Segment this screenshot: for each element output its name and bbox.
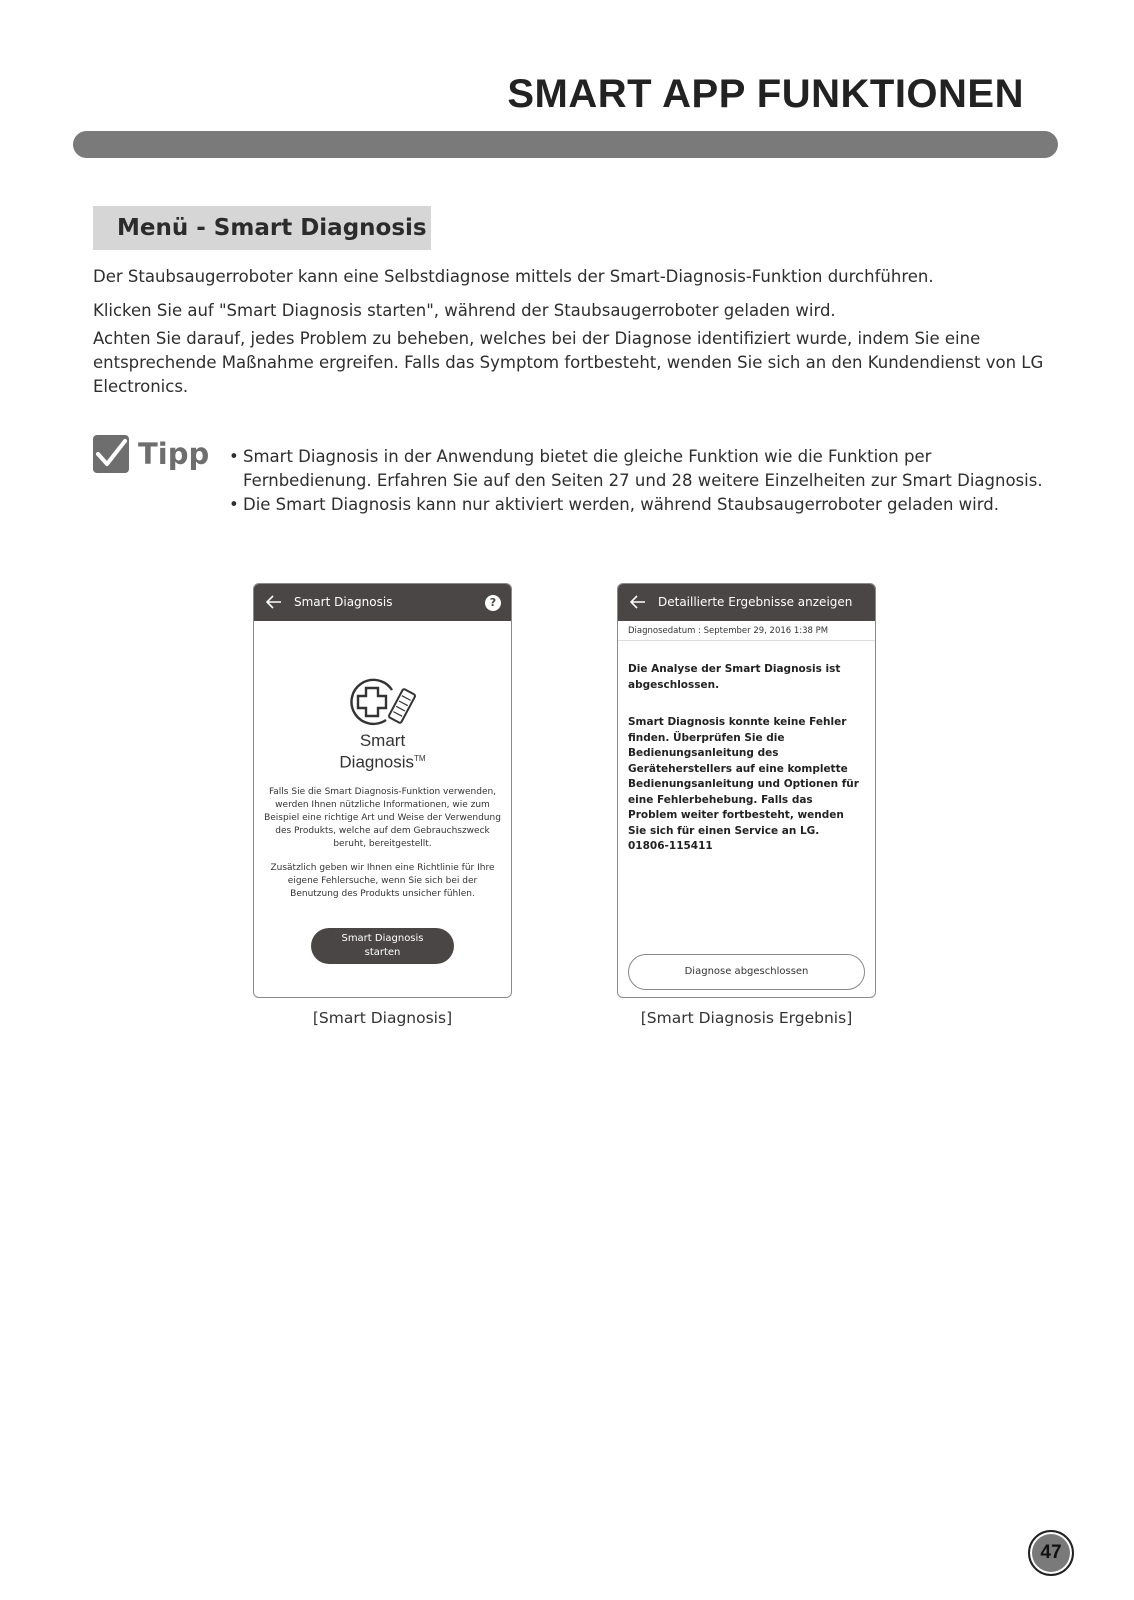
screen-caption-1: [Smart Diagnosis] (312, 1009, 453, 1027)
tip-label: Tipp (138, 437, 210, 471)
smart-diagnosis-screen (253, 583, 512, 998)
logo-text-smart: Smart (359, 731, 406, 750)
intro-paragraph-3: Achten Sie darauf, jedes Problem zu beheben, welches bei der Diagnose identifiziert wurde, indem Sie eine entsprechende Maßnahme ergreifen. Falls das Symptom fortbesteht, wenden Sie sich an den Kundendienst von LG Electronics. (93, 329, 1044, 396)
app-header (618, 584, 875, 621)
screen-description-2: Zusätzlich geben wir Ihnen eine Richtlinie für Ihre eigene Fehlersuche, wenn Sie sich bei der Benutzung des Produkts unsicher fühlen. (270, 863, 495, 899)
title-divider-bar (73, 131, 1058, 158)
start-button-line-2: starten (364, 947, 401, 958)
intro-paragraph-2: Klicken Sie auf "Smart Diagnosis starten", während der Staubsaugerroboter geladen wird. (93, 301, 836, 320)
screen-description-1: Falls Sie die Smart Diagnosis-Funktion verwenden, werden Ihnen nützliche Informationen, wie zum Beispiel eine richtige Art und Weise der Verwendung des Produkts, welche auf dem Gebrauchszweck beruht, bereitgestellt. (264, 787, 501, 849)
arrow-left-icon[interactable] (266, 595, 282, 609)
page-number: 47 (1028, 1530, 1074, 1576)
result-details: Smart Diagnosis konnte keine Fehler finden. Überprüfen Sie die Bedienungsanleitung des Geräteherstellers auf eine komplette Bedienungsanleitung und Optionen für eine Fehlerbehebung. Falls das Problem weiter fortbesteht, wenden Sie sich für einen Service an LG. 01806-115411 (628, 716, 859, 852)
app-header-title: Detaillierte Ergebnisse anzeigen (658, 595, 853, 609)
tip-item-1: • Smart Diagnosis in der Anwendung bietet die gleiche Funktion wie die Funktion per Fernbedienung. Erfahren Sie auf den Seiten 27 und 28 weitere Einzelheiten zur Smart Diagnosis. (229, 445, 1059, 493)
app-header-title: Smart Diagnosis (294, 595, 393, 609)
arrow-left-icon[interactable] (630, 595, 646, 609)
question-mark-icon[interactable]: ? (485, 595, 501, 611)
section-heading: Menü - Smart Diagnosis (93, 206, 431, 250)
tip-list (229, 445, 1059, 517)
tip-item-2: • Die Smart Diagnosis kann nur aktiviert werden, während Staubsaugerroboter geladen wird. (229, 493, 1059, 517)
logo-text-diagnosis (254, 750, 511, 772)
start-button-line-1: Smart Diagnosis (341, 933, 424, 944)
result-summary: Die Analyse der Smart Diagnosis ist abgeschlossen. (628, 663, 841, 691)
diagnosis-done-button[interactable]: Diagnose abgeschlossen (628, 954, 865, 990)
intro-paragraph-1: Der Staubsaugerroboter kann eine Selbstdiagnose mittels der Smart-Diagnosis-Funktion durchführen. (93, 267, 934, 286)
logo-text-diagnosis-word: Diagnosis (339, 752, 415, 772)
medical-cross-phone-icon (346, 676, 418, 732)
app-header (254, 584, 511, 621)
diagnosis-date: Diagnosedatum : September 29, 2016 1:38 PM (618, 621, 875, 641)
checkmark-box-icon (93, 435, 129, 473)
screen-caption-2: [Smart Diagnosis Ergebnis] (640, 1009, 853, 1027)
page-title: SMART APP FUNKTIONEN (507, 72, 1024, 116)
trademark-sign: TM (414, 754, 426, 763)
diagnosis-result-screen (617, 583, 876, 998)
start-diagnosis-button[interactable] (311, 928, 454, 964)
